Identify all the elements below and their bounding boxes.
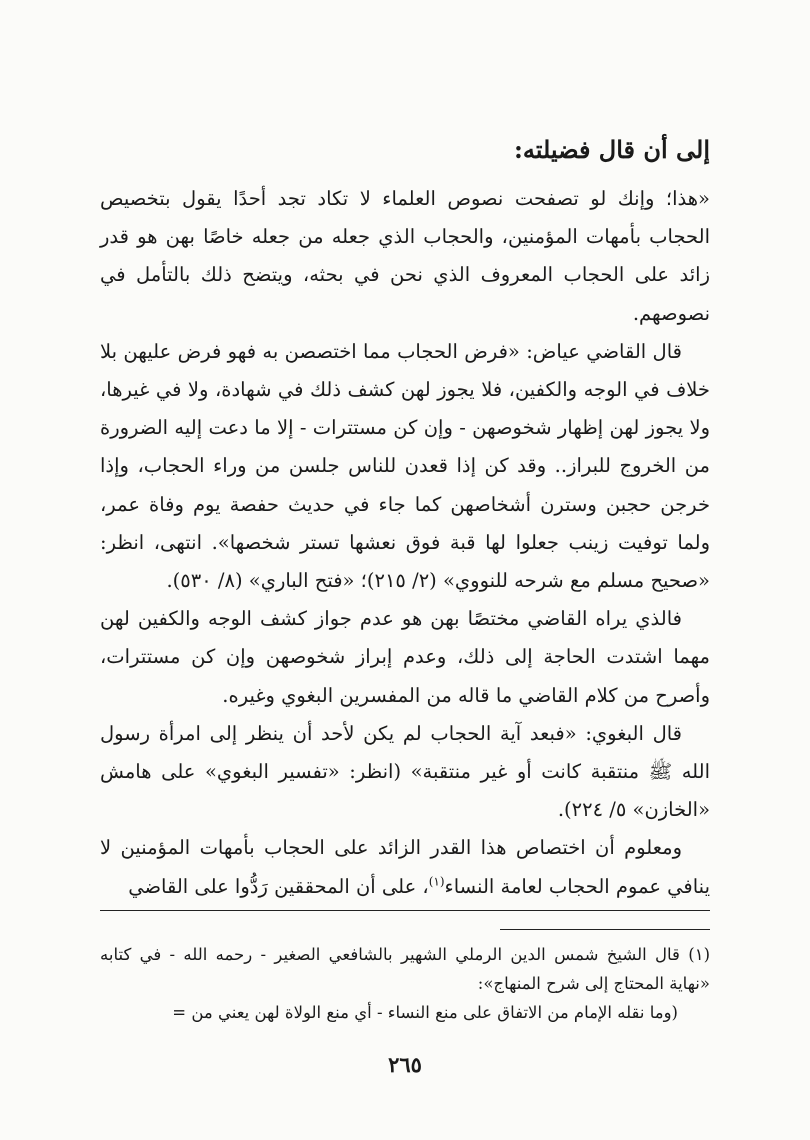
footnote-1-continuation: (وما نقله الإمام من الاتفاق على منع النساء - أي منع الولاة لهن يعني من =: [172, 1002, 678, 1022]
paragraph-5: [100, 829, 710, 905]
paragraph-2: قال القاضي عياض: «فرض الحجاب مما اختصصن به فهو فرض عليهن بلا خلاف في الوجه والكفين، فلا يجوز لهن كشف ذلك في شهادة، ولا في غيرها، ولا يجوز لهن إظهار شخوصهن - وإن كن مستترات - إلا ما دعت إليه الضرورة من الخروج للبراز.. وقد كن إذا قعدن للناس جلسن من وراء الحجاب، وإذا خرجن حجبن وسترن أشخاصهن كما جاء في حديث حفصة يوم وفاة عمر، ولما توفيت زينب جعلوا لها قبة فوق نعشها تستر شخصها». انتهى، انظر: «صحيح مسلم مع شرحه للنووي» (٢/ ٢١٥)؛ «فتح الباري» (٨/ ٥٣٠).: [100, 339, 710, 593]
footnote-reference: (١): [428, 874, 445, 889]
page-number: ٢٦٥: [388, 1052, 422, 1077]
main-text: [100, 130, 710, 1027]
paragraph-3: فالذي يراه القاضي مختصًا بهن هو عدم جواز كشف الوجه والكفين لهن مهما اشتدت الحاجة إلى ذلك، وعدم إبراز شخوصهن وإن كن مستترات، وأصرح من كلام القاضي ما قاله من المفسرين البغوي وغيره.: [100, 607, 710, 707]
paragraph-5-tail: ، على أن المحققين رَدُّوا على القاضي: [128, 874, 429, 898]
paragraph-5-text: ومعلوم أن اختصاص هذا القدر الزائد على الحجاب بأمهات المؤمنين لا ينافي عموم الحجاب لعامة النساء: [100, 836, 710, 898]
paragraph-1: «هذا؛ وإنك لو تصفحت نصوص العلماء لا تكاد تجد أحدًا يقول بتخصيص الحجاب بأمهات المؤمنين، والحجاب الذي جعله من جعله خاصًا بهن هو قدر زائد على الحجاب المعروف الذي نحن في بحثه، ويتضح ذلك بالتأمل في نصوصهم.: [100, 187, 710, 325]
paragraph-4: قال البغوي: «فبعد آية الحجاب لم يكن لأحد أن ينظر إلى امرأة رسول الله ﷺ منتقبة كانت أو غير منتقبة» (انظر: «تفسير البغوي» على هامش «الخازن» ٥/ ٢٢٤).: [100, 721, 710, 822]
footnote-1: (١) قال الشيخ شمس الدين الرملي الشهير بالشافعي الصغير - رحمه الله - في كتابه «نهاية المحتاج إلى شرح المنهاج»:: [100, 944, 710, 993]
footnote-divider: [500, 929, 710, 930]
section-heading: إلى أن قال فضيلته:: [513, 135, 710, 164]
footnotes: [100, 940, 710, 1027]
closing-paragraph-block: [100, 829, 710, 910]
